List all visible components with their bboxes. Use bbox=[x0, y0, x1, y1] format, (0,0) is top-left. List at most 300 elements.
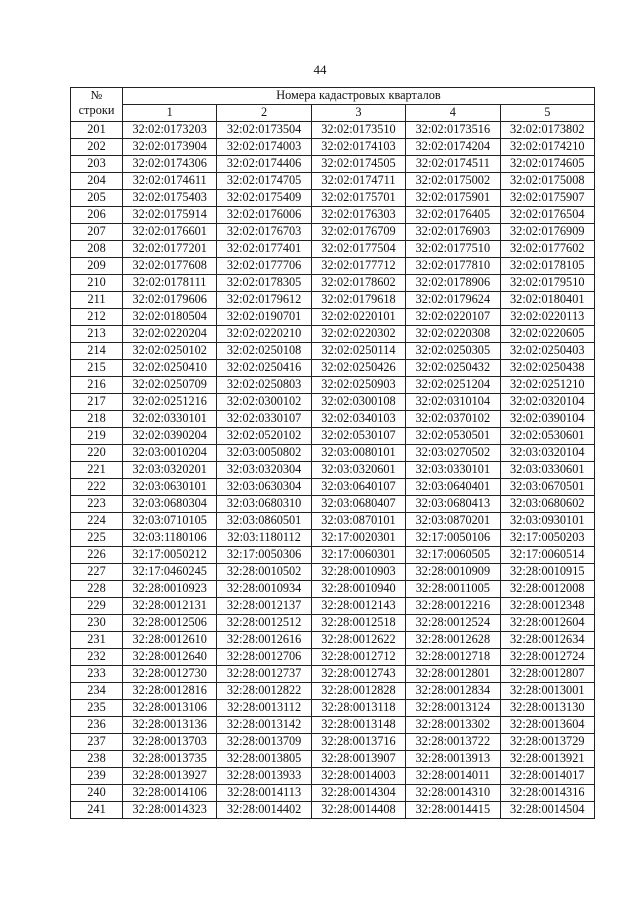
cadastral-number-cell: 32:02:0175008 bbox=[500, 173, 594, 190]
cadastral-number-cell: 32:02:0330107 bbox=[217, 411, 311, 428]
cadastral-number-cell: 32:02:0220107 bbox=[406, 309, 500, 326]
cadastral-number-cell: 32:03:0680407 bbox=[311, 496, 405, 513]
cadastral-number-cell: 32:02:0176903 bbox=[406, 224, 500, 241]
cadastral-number-cell: 32:28:0012634 bbox=[500, 632, 594, 649]
row-number-cell: 222 bbox=[71, 479, 123, 496]
cadastral-number-cell: 32:28:0011005 bbox=[406, 581, 500, 598]
cadastral-number-cell: 32:02:0251204 bbox=[406, 377, 500, 394]
cadastral-number-cell: 32:28:0013907 bbox=[311, 751, 405, 768]
cadastral-number-cell: 32:28:0012506 bbox=[123, 615, 217, 632]
cadastral-number-cell: 32:02:0250108 bbox=[217, 343, 311, 360]
table-row bbox=[71, 275, 595, 292]
cadastral-number-cell: 32:28:0010903 bbox=[311, 564, 405, 581]
cadastral-number-cell: 32:02:0220210 bbox=[217, 326, 311, 343]
cadastral-number-cell: 32:03:0640107 bbox=[311, 479, 405, 496]
table-row bbox=[71, 547, 595, 564]
cadastral-number-cell: 32:28:0013735 bbox=[123, 751, 217, 768]
cadastral-number-cell: 32:17:0050203 bbox=[500, 530, 594, 547]
cadastral-number-cell: 32:02:0176703 bbox=[217, 224, 311, 241]
cadastral-number-cell: 32:02:0173203 bbox=[123, 122, 217, 139]
cadastral-number-cell: 32:03:0320304 bbox=[217, 462, 311, 479]
cadastral-number-cell: 32:28:0012801 bbox=[406, 666, 500, 683]
cadastral-number-cell: 32:02:0251210 bbox=[500, 377, 594, 394]
cadastral-number-cell: 32:02:0530601 bbox=[500, 428, 594, 445]
cadastral-number-cell: 32:28:0012610 bbox=[123, 632, 217, 649]
column-number-header: 2 bbox=[217, 105, 311, 122]
table-row bbox=[71, 139, 595, 156]
cadastral-number-cell: 32:03:0630304 bbox=[217, 479, 311, 496]
table-row bbox=[71, 700, 595, 717]
row-label: строки bbox=[78, 103, 115, 117]
table-row bbox=[71, 258, 595, 275]
cadastral-number-cell: 32:03:0330101 bbox=[406, 462, 500, 479]
row-number-cell: 233 bbox=[71, 666, 123, 683]
cadastral-number-cell: 32:28:0012622 bbox=[311, 632, 405, 649]
cadastral-number-cell: 32:03:0080101 bbox=[311, 445, 405, 462]
cadastral-number-cell: 32:02:0177810 bbox=[406, 258, 500, 275]
row-number-cell: 210 bbox=[71, 275, 123, 292]
row-number-cell: 219 bbox=[71, 428, 123, 445]
table-row bbox=[71, 156, 595, 173]
cadastral-number-cell: 32:02:0177201 bbox=[123, 241, 217, 258]
row-number-cell: 213 bbox=[71, 326, 123, 343]
cadastral-number-cell: 32:02:0174505 bbox=[311, 156, 405, 173]
table-row bbox=[71, 666, 595, 683]
cadastral-number-cell: 32:28:0014504 bbox=[500, 802, 594, 819]
row-number-cell: 238 bbox=[71, 751, 123, 768]
cadastral-number-cell: 32:02:0173510 bbox=[311, 122, 405, 139]
cadastral-number-cell: 32:02:0530501 bbox=[406, 428, 500, 445]
cadastral-number-cell: 32:02:0250102 bbox=[123, 343, 217, 360]
cadastral-number-cell: 32:02:0190701 bbox=[217, 309, 311, 326]
cadastral-number-cell: 32:03:0680413 bbox=[406, 496, 500, 513]
cadastral-number-cell: 32:28:0013927 bbox=[123, 768, 217, 785]
cadastral-number-cell: 32:28:0012348 bbox=[500, 598, 594, 615]
cadastral-number-cell: 32:28:0010909 bbox=[406, 564, 500, 581]
cadastral-number-cell: 32:02:0175409 bbox=[217, 190, 311, 207]
cadastral-number-cell: 32:28:0013118 bbox=[311, 700, 405, 717]
cadastral-number-cell: 32:02:0175701 bbox=[311, 190, 405, 207]
table-row bbox=[71, 479, 595, 496]
cadastral-number-cell: 32:02:0173516 bbox=[406, 122, 500, 139]
cadastral-number-cell: 32:17:0050212 bbox=[123, 547, 217, 564]
table-row bbox=[71, 122, 595, 139]
table-row bbox=[71, 411, 595, 428]
cadastral-number-cell: 32:28:0013604 bbox=[500, 717, 594, 734]
table-row bbox=[71, 785, 595, 802]
cadastral-number-cell: 32:28:0012712 bbox=[311, 649, 405, 666]
column-number-header: 5 bbox=[500, 105, 594, 122]
cadastral-number-cell: 32:02:0175914 bbox=[123, 207, 217, 224]
cadastral-number-cell: 32:02:0340103 bbox=[311, 411, 405, 428]
row-number-cell: 205 bbox=[71, 190, 123, 207]
number-sign-label: № bbox=[90, 88, 103, 102]
cadastral-number-cell: 32:28:0012828 bbox=[311, 683, 405, 700]
table-row bbox=[71, 632, 595, 649]
cadastral-number-cell: 32:03:0630101 bbox=[123, 479, 217, 496]
table-row bbox=[71, 496, 595, 513]
row-number-cell: 214 bbox=[71, 343, 123, 360]
table-body bbox=[71, 122, 595, 819]
cadastral-number-cell: 32:02:0177706 bbox=[217, 258, 311, 275]
cadastral-number-cell: 32:02:0300108 bbox=[311, 394, 405, 411]
table-row bbox=[71, 462, 595, 479]
cadastral-number-cell: 32:28:0014113 bbox=[217, 785, 311, 802]
cadastral-number-cell: 32:03:0860501 bbox=[217, 513, 311, 530]
cadastral-number-cell: 32:02:0220101 bbox=[311, 309, 405, 326]
row-number-cell: 232 bbox=[71, 649, 123, 666]
table-row bbox=[71, 190, 595, 207]
cadastral-number-cell: 32:02:0250803 bbox=[217, 377, 311, 394]
cadastral-number-cell: 32:28:0013124 bbox=[406, 700, 500, 717]
row-number-cell: 234 bbox=[71, 683, 123, 700]
row-number-cell: 230 bbox=[71, 615, 123, 632]
table-row bbox=[71, 207, 595, 224]
cadastral-number-cell: 32:17:0060301 bbox=[311, 547, 405, 564]
cadastral-number-cell: 32:02:0179618 bbox=[311, 292, 405, 309]
cadastral-number-cell: 32:28:0012730 bbox=[123, 666, 217, 683]
cadastral-number-cell: 32:28:0014316 bbox=[500, 785, 594, 802]
group-title-header: Номера кадастровых кварталов bbox=[123, 88, 595, 105]
row-number-cell: 216 bbox=[71, 377, 123, 394]
cadastral-number-cell: 32:02:0174306 bbox=[123, 156, 217, 173]
cadastral-number-cell: 32:28:0013112 bbox=[217, 700, 311, 717]
cadastral-number-cell: 32:02:0179612 bbox=[217, 292, 311, 309]
cadastral-number-cell: 32:02:0177608 bbox=[123, 258, 217, 275]
cadastral-number-cell: 32:03:0320104 bbox=[500, 445, 594, 462]
cadastral-number-cell: 32:03:0670501 bbox=[500, 479, 594, 496]
cadastral-number-cell: 32:28:0013921 bbox=[500, 751, 594, 768]
cadastral-number-cell: 32:02:0176601 bbox=[123, 224, 217, 241]
row-number-cell: 224 bbox=[71, 513, 123, 530]
row-number-cell: 208 bbox=[71, 241, 123, 258]
table-row bbox=[71, 360, 595, 377]
cadastral-number-cell: 32:28:0014304 bbox=[311, 785, 405, 802]
cadastral-number-cell: 32:03:1180106 bbox=[123, 530, 217, 547]
cadastral-number-cell: 32:28:0012008 bbox=[500, 581, 594, 598]
cadastral-number-cell: 32:17:0460245 bbox=[123, 564, 217, 581]
cadastral-number-cell: 32:28:0010915 bbox=[500, 564, 594, 581]
row-number-cell: 209 bbox=[71, 258, 123, 275]
cadastral-number-cell: 32:28:0012628 bbox=[406, 632, 500, 649]
row-number-cell: 228 bbox=[71, 581, 123, 598]
row-number-cell: 215 bbox=[71, 360, 123, 377]
cadastral-number-cell: 32:28:0013302 bbox=[406, 717, 500, 734]
cadastral-number-cell: 32:02:0520102 bbox=[217, 428, 311, 445]
row-number-cell: 237 bbox=[71, 734, 123, 751]
table-row bbox=[71, 292, 595, 309]
cadastral-quarters-table bbox=[70, 87, 595, 819]
row-number-cell: 211 bbox=[71, 292, 123, 309]
cadastral-number-cell: 32:17:0060505 bbox=[406, 547, 500, 564]
row-number-cell: 207 bbox=[71, 224, 123, 241]
cadastral-number-cell: 32:28:0010923 bbox=[123, 581, 217, 598]
cadastral-number-cell: 32:02:0180504 bbox=[123, 309, 217, 326]
cadastral-number-cell: 32:28:0012724 bbox=[500, 649, 594, 666]
cadastral-number-cell: 32:17:0050106 bbox=[406, 530, 500, 547]
row-number-cell: 229 bbox=[71, 598, 123, 615]
cadastral-number-cell: 32:02:0174611 bbox=[123, 173, 217, 190]
cadastral-number-cell: 32:28:0014402 bbox=[217, 802, 311, 819]
row-number-cell: 221 bbox=[71, 462, 123, 479]
table-row bbox=[71, 768, 595, 785]
cadastral-number-cell: 32:17:0020301 bbox=[311, 530, 405, 547]
cadastral-number-cell: 32:28:0014017 bbox=[500, 768, 594, 785]
cadastral-number-cell: 32:02:0173802 bbox=[500, 122, 594, 139]
cadastral-number-cell: 32:02:0176709 bbox=[311, 224, 405, 241]
cadastral-number-cell: 32:28:0013130 bbox=[500, 700, 594, 717]
row-number-cell: 226 bbox=[71, 547, 123, 564]
cadastral-number-cell: 32:02:0179606 bbox=[123, 292, 217, 309]
cadastral-number-cell: 32:02:0220605 bbox=[500, 326, 594, 343]
table-row bbox=[71, 241, 595, 258]
cadastral-number-cell: 32:02:0179510 bbox=[500, 275, 594, 292]
cadastral-number-cell: 32:02:0175907 bbox=[500, 190, 594, 207]
cadastral-number-cell: 32:02:0178105 bbox=[500, 258, 594, 275]
cadastral-number-cell: 32:17:0060514 bbox=[500, 547, 594, 564]
cadastral-number-cell: 32:28:0013001 bbox=[500, 683, 594, 700]
cadastral-number-cell: 32:02:0178906 bbox=[406, 275, 500, 292]
cadastral-number-cell: 32:02:0310104 bbox=[406, 394, 500, 411]
cadastral-number-cell: 32:02:0176504 bbox=[500, 207, 594, 224]
cadastral-number-cell: 32:03:0640401 bbox=[406, 479, 500, 496]
cadastral-number-cell: 32:28:0012737 bbox=[217, 666, 311, 683]
cadastral-number-cell: 32:28:0012604 bbox=[500, 615, 594, 632]
cadastral-number-cell: 32:28:0010934 bbox=[217, 581, 311, 598]
cadastral-number-cell: 32:02:0220204 bbox=[123, 326, 217, 343]
cadastral-number-cell: 32:02:0250416 bbox=[217, 360, 311, 377]
cadastral-number-cell: 32:03:0680304 bbox=[123, 496, 217, 513]
cadastral-number-cell: 32:28:0013729 bbox=[500, 734, 594, 751]
table-row bbox=[71, 173, 595, 190]
cadastral-number-cell: 32:02:0250432 bbox=[406, 360, 500, 377]
cadastral-number-cell: 32:28:0012137 bbox=[217, 598, 311, 615]
cadastral-number-cell: 32:03:1180112 bbox=[217, 530, 311, 547]
row-number-cell: 235 bbox=[71, 700, 123, 717]
row-number-cell: 206 bbox=[71, 207, 123, 224]
cadastral-number-cell: 32:02:0176405 bbox=[406, 207, 500, 224]
cadastral-number-cell: 32:02:0178111 bbox=[123, 275, 217, 292]
cadastral-number-cell: 32:02:0178305 bbox=[217, 275, 311, 292]
cadastral-number-cell: 32:02:0175403 bbox=[123, 190, 217, 207]
cadastral-number-cell: 32:03:0870201 bbox=[406, 513, 500, 530]
cadastral-number-cell: 32:02:0177401 bbox=[217, 241, 311, 258]
cadastral-number-cell: 32:02:0174711 bbox=[311, 173, 405, 190]
cadastral-number-cell: 32:02:0174406 bbox=[217, 156, 311, 173]
cadastral-number-cell: 32:03:0270502 bbox=[406, 445, 500, 462]
table-row bbox=[71, 598, 595, 615]
row-number-cell: 218 bbox=[71, 411, 123, 428]
cadastral-number-cell: 32:02:0174511 bbox=[406, 156, 500, 173]
cadastral-number-cell: 32:02:0250438 bbox=[500, 360, 594, 377]
table-row bbox=[71, 326, 595, 343]
column-number-header: 4 bbox=[406, 105, 500, 122]
cadastral-number-cell: 32:02:0251216 bbox=[123, 394, 217, 411]
cadastral-number-cell: 32:02:0220302 bbox=[311, 326, 405, 343]
cadastral-number-cell: 32:02:0330101 bbox=[123, 411, 217, 428]
row-number-cell: 203 bbox=[71, 156, 123, 173]
page-number: 44 bbox=[313, 62, 327, 77]
row-number-cell: 231 bbox=[71, 632, 123, 649]
row-number-cell: 212 bbox=[71, 309, 123, 326]
cadastral-number-cell: 32:02:0178602 bbox=[311, 275, 405, 292]
cadastral-number-cell: 32:02:0250709 bbox=[123, 377, 217, 394]
column-number-header: 3 bbox=[311, 105, 405, 122]
cadastral-number-cell: 32:03:0010204 bbox=[123, 445, 217, 462]
cadastral-number-cell: 32:03:0680310 bbox=[217, 496, 311, 513]
cadastral-number-cell: 32:28:0012512 bbox=[217, 615, 311, 632]
cadastral-number-cell: 32:28:0012706 bbox=[217, 649, 311, 666]
cadastral-number-cell: 32:02:0175901 bbox=[406, 190, 500, 207]
table-row bbox=[71, 309, 595, 326]
cadastral-number-cell: 32:03:0680602 bbox=[500, 496, 594, 513]
cadastral-number-cell: 32:03:0870101 bbox=[311, 513, 405, 530]
cadastral-number-cell: 32:02:0180401 bbox=[500, 292, 594, 309]
cadastral-number-cell: 32:03:0930101 bbox=[500, 513, 594, 530]
cadastral-number-cell: 32:28:0014011 bbox=[406, 768, 500, 785]
cadastral-number-cell: 32:28:0012822 bbox=[217, 683, 311, 700]
cadastral-number-cell: 32:02:0174705 bbox=[217, 173, 311, 190]
row-number-cell: 220 bbox=[71, 445, 123, 462]
row-number-header bbox=[71, 88, 123, 122]
cadastral-number-cell: 32:02:0220308 bbox=[406, 326, 500, 343]
cadastral-number-cell: 32:02:0220113 bbox=[500, 309, 594, 326]
cadastral-number-cell: 32:02:0174605 bbox=[500, 156, 594, 173]
cadastral-number-cell: 32:02:0250114 bbox=[311, 343, 405, 360]
row-number-cell: 236 bbox=[71, 717, 123, 734]
cadastral-number-cell: 32:28:0010940 bbox=[311, 581, 405, 598]
cadastral-number-cell: 32:02:0390204 bbox=[123, 428, 217, 445]
cadastral-number-cell: 32:28:0013136 bbox=[123, 717, 217, 734]
table-row bbox=[71, 445, 595, 462]
cadastral-number-cell: 32:28:0014003 bbox=[311, 768, 405, 785]
cadastral-number-cell: 32:17:0050306 bbox=[217, 547, 311, 564]
row-number-cell: 241 bbox=[71, 802, 123, 819]
table-row bbox=[71, 564, 595, 581]
cadastral-number-cell: 32:03:0330601 bbox=[500, 462, 594, 479]
cadastral-number-cell: 32:02:0176006 bbox=[217, 207, 311, 224]
row-number-cell: 227 bbox=[71, 564, 123, 581]
cadastral-number-cell: 32:28:0014408 bbox=[311, 802, 405, 819]
table-row bbox=[71, 751, 595, 768]
cadastral-number-cell: 32:28:0013106 bbox=[123, 700, 217, 717]
cadastral-number-cell: 32:28:0012834 bbox=[406, 683, 500, 700]
cadastral-number-cell: 32:02:0177712 bbox=[311, 258, 405, 275]
cadastral-number-cell: 32:28:0013933 bbox=[217, 768, 311, 785]
cadastral-number-cell: 32:03:0710105 bbox=[123, 513, 217, 530]
cadastral-number-cell: 32:28:0012143 bbox=[311, 598, 405, 615]
cadastral-number-cell: 32:02:0173904 bbox=[123, 139, 217, 156]
cadastral-number-cell: 32:02:0175002 bbox=[406, 173, 500, 190]
cadastral-number-cell: 32:28:0014415 bbox=[406, 802, 500, 819]
table-row bbox=[71, 734, 595, 751]
table-row bbox=[71, 513, 595, 530]
cadastral-number-cell: 32:28:0013148 bbox=[311, 717, 405, 734]
cadastral-number-cell: 32:28:0013805 bbox=[217, 751, 311, 768]
cadastral-number-cell: 32:28:0012816 bbox=[123, 683, 217, 700]
cadastral-number-cell: 32:28:0013703 bbox=[123, 734, 217, 751]
cadastral-number-cell: 32:02:0174204 bbox=[406, 139, 500, 156]
row-number-cell: 204 bbox=[71, 173, 123, 190]
table-row bbox=[71, 377, 595, 394]
cadastral-number-cell: 32:03:0050802 bbox=[217, 445, 311, 462]
column-number-header: 1 bbox=[123, 105, 217, 122]
table-row bbox=[71, 394, 595, 411]
cadastral-number-cell: 32:02:0179624 bbox=[406, 292, 500, 309]
cadastral-number-cell: 32:28:0012807 bbox=[500, 666, 594, 683]
row-number-cell: 201 bbox=[71, 122, 123, 139]
cadastral-number-cell: 32:02:0173504 bbox=[217, 122, 311, 139]
cadastral-number-cell: 32:28:0012718 bbox=[406, 649, 500, 666]
cadastral-number-cell: 32:03:0320201 bbox=[123, 462, 217, 479]
cadastral-number-cell: 32:28:0014106 bbox=[123, 785, 217, 802]
cadastral-number-cell: 32:28:0012743 bbox=[311, 666, 405, 683]
cadastral-number-cell: 32:02:0176909 bbox=[500, 224, 594, 241]
cadastral-number-cell: 32:28:0012216 bbox=[406, 598, 500, 615]
table-row bbox=[71, 428, 595, 445]
cadastral-number-cell: 32:28:0013716 bbox=[311, 734, 405, 751]
cadastral-number-cell: 32:02:0177510 bbox=[406, 241, 500, 258]
cadastral-number-cell: 32:28:0012640 bbox=[123, 649, 217, 666]
cadastral-number-cell: 32:02:0250426 bbox=[311, 360, 405, 377]
cadastral-number-cell: 32:03:0320601 bbox=[311, 462, 405, 479]
cadastral-number-cell: 32:28:0013722 bbox=[406, 734, 500, 751]
row-number-cell: 217 bbox=[71, 394, 123, 411]
row-number-cell: 225 bbox=[71, 530, 123, 547]
cadastral-number-cell: 32:02:0176303 bbox=[311, 207, 405, 224]
table-row bbox=[71, 802, 595, 819]
cadastral-number-cell: 32:02:0250305 bbox=[406, 343, 500, 360]
cadastral-number-cell: 32:02:0530107 bbox=[311, 428, 405, 445]
table-row bbox=[71, 343, 595, 360]
table-row bbox=[71, 717, 595, 734]
cadastral-number-cell: 32:02:0250410 bbox=[123, 360, 217, 377]
cadastral-number-cell: 32:28:0010502 bbox=[217, 564, 311, 581]
cadastral-number-cell: 32:02:0250903 bbox=[311, 377, 405, 394]
cadastral-number-cell: 32:02:0300102 bbox=[217, 394, 311, 411]
cadastral-number-cell: 32:28:0013142 bbox=[217, 717, 311, 734]
cadastral-number-cell: 32:28:0014310 bbox=[406, 785, 500, 802]
row-number-cell: 239 bbox=[71, 768, 123, 785]
cadastral-number-cell: 32:02:0174210 bbox=[500, 139, 594, 156]
cadastral-number-cell: 32:28:0013913 bbox=[406, 751, 500, 768]
cadastral-number-cell: 32:02:0390104 bbox=[500, 411, 594, 428]
cadastral-number-cell: 32:02:0370102 bbox=[406, 411, 500, 428]
row-number-cell: 202 bbox=[71, 139, 123, 156]
row-number-cell: 240 bbox=[71, 785, 123, 802]
table-row bbox=[71, 649, 595, 666]
cadastral-number-cell: 32:02:0320104 bbox=[500, 394, 594, 411]
cadastral-number-cell: 32:02:0174103 bbox=[311, 139, 405, 156]
cadastral-number-cell: 32:28:0012616 bbox=[217, 632, 311, 649]
cadastral-number-cell: 32:02:0250403 bbox=[500, 343, 594, 360]
cadastral-number-cell: 32:28:0012131 bbox=[123, 598, 217, 615]
cadastral-number-cell: 32:28:0012518 bbox=[311, 615, 405, 632]
cadastral-number-cell: 32:28:0014323 bbox=[123, 802, 217, 819]
row-number-cell: 223 bbox=[71, 496, 123, 513]
cadastral-number-cell: 32:28:0013709 bbox=[217, 734, 311, 751]
cadastral-number-cell: 32:02:0177504 bbox=[311, 241, 405, 258]
table-row bbox=[71, 530, 595, 547]
table-header bbox=[71, 88, 595, 122]
cadastral-number-cell: 32:28:0012524 bbox=[406, 615, 500, 632]
cadastral-number-cell: 32:02:0174003 bbox=[217, 139, 311, 156]
table-row bbox=[71, 615, 595, 632]
table-row bbox=[71, 224, 595, 241]
table-row bbox=[71, 581, 595, 598]
table-row bbox=[71, 683, 595, 700]
cadastral-number-cell: 32:02:0177602 bbox=[500, 241, 594, 258]
